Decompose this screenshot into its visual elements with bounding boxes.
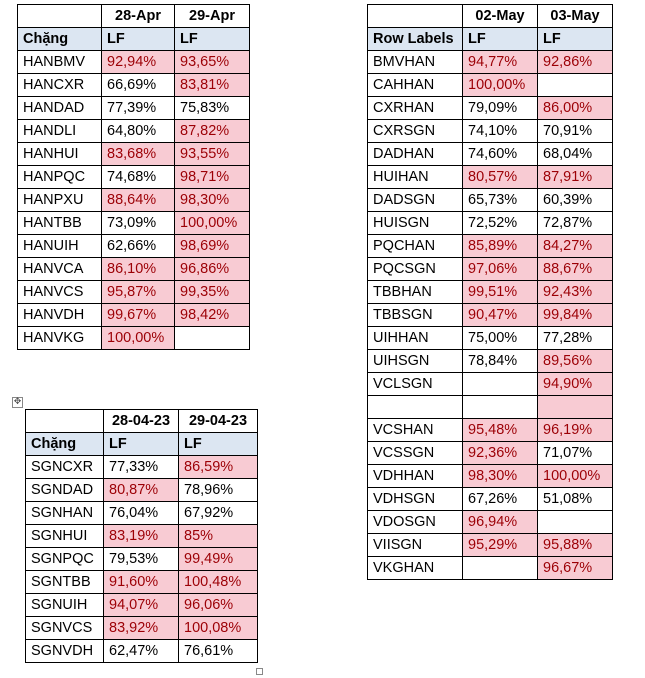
lf-value-cell[interactable]: 99,35% <box>175 281 250 304</box>
date-header: 02-May <box>463 5 538 28</box>
header-blank-cell <box>18 5 102 28</box>
lf-value-cell[interactable] <box>175 327 250 350</box>
lf-value-cell[interactable] <box>538 511 613 534</box>
route-cell[interactable]: SGNPQC <box>26 548 104 571</box>
lf-value-cell[interactable]: 64,80% <box>102 120 175 143</box>
route-cell[interactable]: SGNCXR <box>26 456 104 479</box>
table-row <box>18 212 250 235</box>
lf-value-cell[interactable]: 91,60% <box>104 571 179 594</box>
table-row <box>368 304 613 327</box>
date-header-row <box>18 5 250 28</box>
table-row <box>368 143 613 166</box>
lf-value-cell[interactable]: 83,68% <box>102 143 175 166</box>
route-cell[interactable]: UIHSGN <box>368 350 463 373</box>
table-row <box>368 373 613 396</box>
table-row <box>18 327 250 350</box>
table-row <box>368 327 613 350</box>
route-cell[interactable]: HANPQC <box>18 166 102 189</box>
lf-value-cell[interactable]: 95,29% <box>463 534 538 557</box>
table-han-apr <box>17 4 250 350</box>
lf-value-cell[interactable]: 92,36% <box>463 442 538 465</box>
date-header: 29-Apr <box>175 5 250 28</box>
lf-value-cell[interactable]: 87,91% <box>538 166 613 189</box>
lf-value-cell[interactable]: 74,68% <box>102 166 175 189</box>
table-row <box>368 488 613 511</box>
route-cell[interactable]: VDOSGN <box>368 511 463 534</box>
table-row <box>18 120 250 143</box>
route-cell[interactable]: SGNHUI <box>26 525 104 548</box>
lf-value-cell[interactable]: 96,94% <box>463 511 538 534</box>
route-cell[interactable]: VIISGN <box>368 534 463 557</box>
lf-column-header: LF <box>463 28 538 51</box>
lf-value-cell[interactable]: 85% <box>179 525 258 548</box>
lf-value-cell[interactable]: 67,92% <box>179 502 258 525</box>
lf-value-cell[interactable]: 62,47% <box>104 640 179 663</box>
route-cell[interactable]: HUIHAN <box>368 166 463 189</box>
lf-value-cell[interactable] <box>463 373 538 396</box>
lf-value-cell[interactable]: 98,30% <box>175 189 250 212</box>
date-header: 28-Apr <box>102 5 175 28</box>
route-cell[interactable]: HANDAD <box>18 97 102 120</box>
lf-value-cell[interactable] <box>463 557 538 580</box>
route-cell[interactable]: HANPXU <box>18 189 102 212</box>
lf-value-cell[interactable]: 60,39% <box>538 189 613 212</box>
route-cell[interactable]: SGNVCS <box>26 617 104 640</box>
table-row <box>368 350 613 373</box>
lf-value-cell[interactable]: 95,87% <box>102 281 175 304</box>
lf-value-cell[interactable]: 73,09% <box>102 212 175 235</box>
table-row <box>18 74 250 97</box>
route-cell[interactable]: CXRSGN <box>368 120 463 143</box>
lf-value-cell[interactable]: 100,00% <box>175 212 250 235</box>
table-row <box>26 640 258 663</box>
route-cell[interactable]: HANHUI <box>18 143 102 166</box>
lf-value-cell[interactable]: 67,26% <box>463 488 538 511</box>
lf-value-cell[interactable]: 80,57% <box>463 166 538 189</box>
date-header: 28-04-23 <box>104 410 179 433</box>
lf-value-cell[interactable]: 98,71% <box>175 166 250 189</box>
lf-value-cell[interactable]: 79,09% <box>463 97 538 120</box>
table-row <box>18 258 250 281</box>
route-cell[interactable]: CAHHAN <box>368 74 463 97</box>
table-row <box>18 51 250 74</box>
lf-value-cell[interactable]: 99,49% <box>179 548 258 571</box>
table-row <box>368 511 613 534</box>
lf-value-cell[interactable]: 92,94% <box>102 51 175 74</box>
table-resize-handle[interactable] <box>256 668 263 675</box>
route-cell[interactable]: VCSSGN <box>368 442 463 465</box>
lf-value-cell[interactable]: 79,53% <box>104 548 179 571</box>
lf-value-cell[interactable]: 100,48% <box>179 571 258 594</box>
route-cell[interactable]: TBBHAN <box>368 281 463 304</box>
header-blank-cell <box>368 5 463 28</box>
table-sgn-apr <box>25 409 258 663</box>
route-cell[interactable]: VKGHAN <box>368 557 463 580</box>
lf-value-cell[interactable]: 99,51% <box>463 281 538 304</box>
route-cell[interactable]: VCLSGN <box>368 373 463 396</box>
route-column-header: Row Labels <box>368 28 463 51</box>
date-header-row <box>368 5 613 28</box>
column-header-row <box>368 28 613 51</box>
table-row <box>26 571 258 594</box>
table-row <box>368 235 613 258</box>
lf-value-cell[interactable]: 71,07% <box>538 442 613 465</box>
lf-value-cell[interactable]: 95,48% <box>463 419 538 442</box>
route-cell[interactable]: VCSHAN <box>368 419 463 442</box>
table-row <box>368 465 613 488</box>
lf-value-cell[interactable]: 96,06% <box>179 594 258 617</box>
route-cell[interactable]: VDHSGN <box>368 488 463 511</box>
table-row <box>18 304 250 327</box>
table-row <box>368 258 613 281</box>
table-row <box>368 120 613 143</box>
lf-column-header: LF <box>538 28 613 51</box>
lf-value-cell[interactable]: 75,00% <box>463 327 538 350</box>
lf-value-cell[interactable]: 96,67% <box>538 557 613 580</box>
table-row <box>368 281 613 304</box>
lf-column-header: LF <box>175 28 250 51</box>
lf-value-cell[interactable]: 77,39% <box>102 97 175 120</box>
lf-value-cell[interactable]: 86,00% <box>538 97 613 120</box>
table-row <box>18 235 250 258</box>
table-row <box>368 534 613 557</box>
lf-value-cell[interactable]: 100,00% <box>102 327 175 350</box>
table-row <box>18 189 250 212</box>
table-move-handle-icon[interactable]: ✥ <box>13 397 22 407</box>
route-cell[interactable]: HANDLI <box>18 120 102 143</box>
lf-value-cell[interactable]: 62,66% <box>102 235 175 258</box>
lf-value-cell[interactable]: 85,89% <box>463 235 538 258</box>
lf-value-cell[interactable]: 96,19% <box>538 419 613 442</box>
lf-value-cell[interactable]: 76,04% <box>104 502 179 525</box>
lf-value-cell[interactable]: 88,67% <box>538 258 613 281</box>
route-cell[interactable]: HANCXR <box>18 74 102 97</box>
lf-value-cell[interactable] <box>463 396 538 419</box>
lf-value-cell[interactable]: 84,27% <box>538 235 613 258</box>
lf-value-cell[interactable]: 75,83% <box>175 97 250 120</box>
lf-value-cell[interactable]: 96,86% <box>175 258 250 281</box>
route-cell[interactable]: VDHHAN <box>368 465 463 488</box>
lf-value-cell[interactable]: 100,00% <box>538 465 613 488</box>
table-row <box>368 166 613 189</box>
lf-value-cell[interactable]: 77,28% <box>538 327 613 350</box>
table-row <box>26 479 258 502</box>
table-row <box>368 212 613 235</box>
table-row <box>368 189 613 212</box>
lf-value-cell[interactable]: 51,08% <box>538 488 613 511</box>
route-cell[interactable]: HANVCS <box>18 281 102 304</box>
lf-value-cell[interactable]: 70,91% <box>538 120 613 143</box>
lf-value-cell[interactable]: 92,43% <box>538 281 613 304</box>
column-header-row <box>26 433 258 456</box>
table-row <box>26 617 258 640</box>
route-cell[interactable]: HUISGN <box>368 212 463 235</box>
route-cell[interactable] <box>368 396 463 419</box>
header-blank-cell <box>26 410 104 433</box>
route-cell[interactable]: CXRHAN <box>368 97 463 120</box>
lf-value-cell[interactable]: 86,59% <box>179 456 258 479</box>
lf-value-cell[interactable]: 100,00% <box>463 74 538 97</box>
lf-value-cell[interactable]: 97,06% <box>463 258 538 281</box>
lf-value-cell[interactable]: 98,42% <box>175 304 250 327</box>
route-cell[interactable]: PQCHAN <box>368 235 463 258</box>
table-row <box>18 281 250 304</box>
table-row <box>26 594 258 617</box>
lf-value-cell[interactable]: 89,56% <box>538 350 613 373</box>
lf-column-header: LF <box>102 28 175 51</box>
route-column-header: Chặng <box>26 433 104 456</box>
lf-value-cell[interactable]: 83,92% <box>104 617 179 640</box>
lf-value-cell[interactable]: 65,73% <box>463 189 538 212</box>
route-cell[interactable]: SGNDAD <box>26 479 104 502</box>
route-cell[interactable]: HANVKG <box>18 327 102 350</box>
route-cell[interactable]: TBBSGN <box>368 304 463 327</box>
lf-value-cell[interactable]: 78,84% <box>463 350 538 373</box>
lf-value-cell[interactable]: 66,69% <box>102 74 175 97</box>
table-row <box>18 143 250 166</box>
route-cell[interactable]: HANVCA <box>18 258 102 281</box>
lf-value-cell[interactable]: 98,69% <box>175 235 250 258</box>
route-cell[interactable]: HANUIH <box>18 235 102 258</box>
date-header-row <box>26 410 258 433</box>
lf-value-cell[interactable]: 92,86% <box>538 51 613 74</box>
lf-value-cell[interactable]: 74,10% <box>463 120 538 143</box>
table-row <box>368 51 613 74</box>
table-row <box>368 557 613 580</box>
table-row <box>368 97 613 120</box>
table-row <box>18 166 250 189</box>
lf-value-cell[interactable]: 90,47% <box>463 304 538 327</box>
route-column-header: Chặng <box>18 28 102 51</box>
lf-value-cell[interactable]: 88,64% <box>102 189 175 212</box>
column-header-row <box>18 28 250 51</box>
lf-value-cell[interactable]: 93,55% <box>175 143 250 166</box>
table-row-labels-may <box>367 4 613 580</box>
route-cell[interactable]: HANTBB <box>18 212 102 235</box>
route-cell[interactable]: SGNTBB <box>26 571 104 594</box>
date-header: 29-04-23 <box>179 410 258 433</box>
lf-value-cell[interactable]: 94,77% <box>463 51 538 74</box>
lf-value-cell[interactable]: 78,96% <box>179 479 258 502</box>
route-cell[interactable]: UIHHAN <box>368 327 463 350</box>
date-header: 03-May <box>538 5 613 28</box>
table-row <box>18 97 250 120</box>
lf-value-cell[interactable]: 100,08% <box>179 617 258 640</box>
lf-value-cell[interactable]: 99,67% <box>102 304 175 327</box>
route-cell[interactable]: SGNUIH <box>26 594 104 617</box>
lf-value-cell[interactable]: 83,19% <box>104 525 179 548</box>
lf-value-cell[interactable]: 72,87% <box>538 212 613 235</box>
table-row <box>368 419 613 442</box>
route-cell[interactable]: HANVDH <box>18 304 102 327</box>
table-row <box>26 502 258 525</box>
table-row <box>26 525 258 548</box>
lf-column-header: LF <box>104 433 179 456</box>
lf-value-cell[interactable] <box>538 74 613 97</box>
route-cell[interactable]: SGNVDH <box>26 640 104 663</box>
table-row <box>26 456 258 479</box>
lf-value-cell[interactable]: 95,88% <box>538 534 613 557</box>
lf-value-cell[interactable]: 77,33% <box>104 456 179 479</box>
lf-value-cell[interactable]: 74,60% <box>463 143 538 166</box>
table-row <box>26 548 258 571</box>
lf-value-cell[interactable]: 99,84% <box>538 304 613 327</box>
lf-value-cell[interactable]: 80,87% <box>104 479 179 502</box>
route-cell[interactable]: BMVHAN <box>368 51 463 74</box>
lf-value-cell[interactable]: 98,30% <box>463 465 538 488</box>
lf-value-cell[interactable]: 68,04% <box>538 143 613 166</box>
lf-value-cell[interactable]: 83,81% <box>175 74 250 97</box>
lf-value-cell[interactable]: 94,90% <box>538 373 613 396</box>
table-row <box>368 74 613 97</box>
lf-value-cell[interactable] <box>538 396 613 419</box>
lf-column-header: LF <box>179 433 258 456</box>
lf-value-cell[interactable]: 87,82% <box>175 120 250 143</box>
lf-value-cell[interactable]: 93,65% <box>175 51 250 74</box>
route-cell[interactable]: DADSGN <box>368 189 463 212</box>
route-cell[interactable]: PQCSGN <box>368 258 463 281</box>
lf-value-cell[interactable]: 72,52% <box>463 212 538 235</box>
route-cell[interactable]: HANBMV <box>18 51 102 74</box>
route-cell[interactable]: DADHAN <box>368 143 463 166</box>
lf-value-cell[interactable]: 86,10% <box>102 258 175 281</box>
lf-value-cell[interactable]: 76,61% <box>179 640 258 663</box>
table-row <box>368 396 613 419</box>
route-cell[interactable]: SGNHAN <box>26 502 104 525</box>
table-row <box>368 442 613 465</box>
lf-value-cell[interactable]: 94,07% <box>104 594 179 617</box>
